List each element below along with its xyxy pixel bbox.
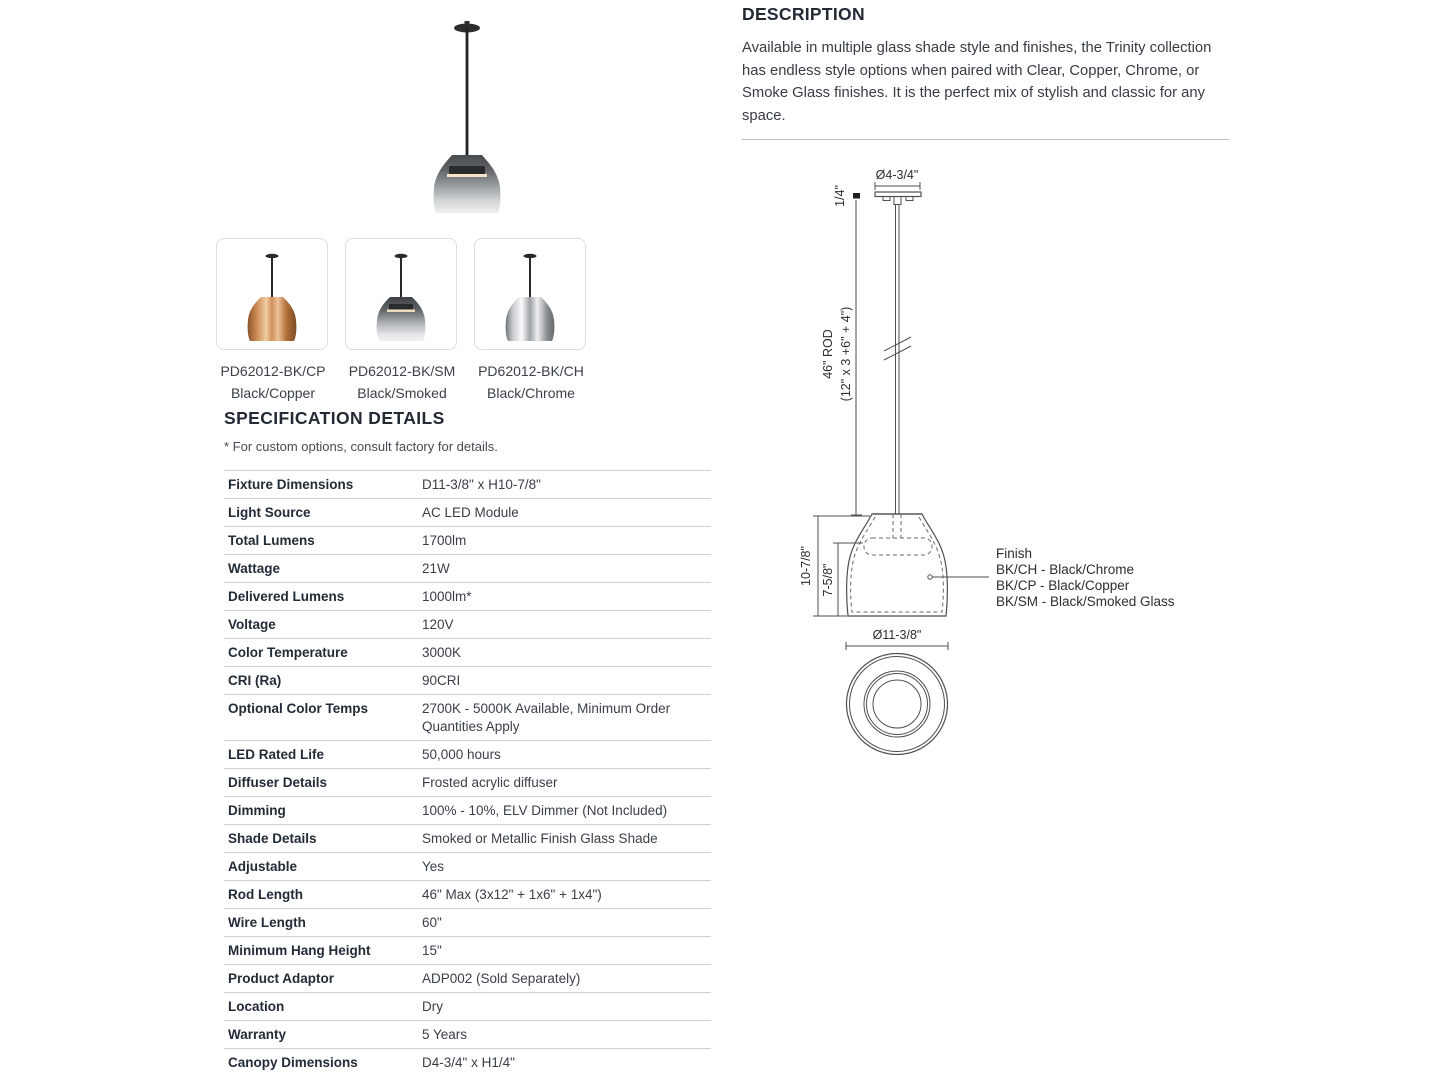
spec-value: D4-3/4" x H1/4" [418, 1049, 711, 1077]
spec-label: Light Source [224, 499, 418, 527]
spec-value: Smoked or Metallic Finish Glass Shade [418, 825, 711, 853]
shade-height-label: 10-7/8" [799, 546, 813, 586]
spec-label: Adjustable [224, 853, 418, 881]
canopy-diameter-label: Ø4-3/4" [875, 168, 919, 182]
spec-value: 100% - 10%, ELV Dimmer (Not Included) [418, 797, 711, 825]
spec-label: Delivered Lumens [224, 583, 418, 611]
description-title: DESCRIPTION [742, 4, 865, 24]
spec-value: 2700K - 5000K Available, Minimum Order Quantities Apply [418, 695, 711, 741]
shade-diameter-label: Ø11-3/8" [872, 628, 922, 642]
rod-length-sublabel: (12" x 3 +6" + 4") [839, 306, 853, 402]
rod-length-label: 46" ROD [821, 329, 835, 379]
table-row [224, 965, 711, 993]
variant-copper [216, 238, 330, 404]
technical-drawing [785, 163, 1235, 768]
pendant-chrome-illustration [485, 251, 575, 349]
table-row [224, 555, 711, 583]
spec-label: Dimming [224, 797, 418, 825]
table-row [224, 937, 711, 965]
spec-value: 120V [418, 611, 711, 639]
specification-note: * For custom options, consult factory for details. [224, 439, 498, 454]
variant-finish-label: Black/Chrome [487, 385, 575, 401]
table-row [224, 909, 711, 937]
variant-finish-label: Black/Copper [230, 385, 316, 401]
spec-label: Wire Length [224, 909, 418, 937]
table-row [224, 1049, 711, 1077]
spec-value: Frosted acrylic diffuser [418, 769, 711, 797]
spec-label: Minimum Hang Height [224, 937, 418, 965]
spec-label: Color Temperature [224, 639, 418, 667]
variant-thumbnails [216, 238, 588, 404]
finish-legend-title: Finish [996, 546, 1033, 561]
spec-label: Wattage [224, 555, 418, 583]
spec-label: Diffuser Details [224, 769, 418, 797]
variant-thumbnail-chrome[interactable] [474, 238, 586, 350]
spec-value: 3000K [418, 639, 711, 667]
description-section [742, 4, 1232, 127]
spec-label: Location [224, 993, 418, 1021]
spec-value: 60" [418, 909, 711, 937]
variant-model-label: PD62012-BK/SM [348, 363, 456, 379]
table-row [224, 853, 711, 881]
spec-label: Voltage [224, 611, 418, 639]
table-row [224, 881, 711, 909]
spec-value: 90CRI [418, 667, 711, 695]
spec-label: Product Adaptor [224, 965, 418, 993]
description-body: Available in multiple glass shade style and finishes, the Trinity collection has endless style options when paired with Clear, Copper, Chrome, or Smoke Glass finishes. It is the perfect mix of stylish and classic for any space. [742, 40, 1212, 124]
table-row [224, 471, 711, 499]
specification-title: SPECIFICATION DETAILS [224, 408, 445, 428]
variant-model-label: PD62012-BK/CP [220, 363, 326, 379]
table-row [224, 769, 711, 797]
table-row [224, 583, 711, 611]
pendant-copper-illustration [227, 251, 317, 349]
spec-value: ADP002 (Sold Separately) [418, 965, 711, 993]
variant-thumbnail-copper[interactable] [216, 238, 328, 350]
variant-chrome [474, 238, 588, 404]
spec-label: Rod Length [224, 881, 418, 909]
spec-label: CRI (Ra) [224, 667, 418, 695]
spec-value: 21W [418, 555, 711, 583]
variant-smoked [345, 238, 459, 404]
table-row [224, 499, 711, 527]
specification-table [224, 470, 711, 1076]
spec-value: 50,000 hours [418, 741, 711, 769]
table-row [224, 639, 711, 667]
finish-legend-option: BK/SM - Black/Smoked Glass [996, 594, 1175, 609]
spec-label: Canopy Dimensions [224, 1049, 418, 1077]
finish-legend-option: BK/CH - Black/Chrome [996, 562, 1135, 577]
spec-label: Total Lumens [224, 527, 418, 555]
table-row [224, 695, 711, 741]
table-row [224, 993, 711, 1021]
pendant-smoked-illustration [356, 251, 446, 349]
pendant-illustration [412, 16, 522, 216]
spec-label: Fixture Dimensions [224, 471, 418, 499]
table-row [224, 741, 711, 769]
spec-value: Yes [418, 853, 711, 881]
spec-label: Optional Color Temps [224, 695, 418, 741]
spec-value: D11-3/8" x H10-7/8" [418, 471, 711, 499]
spec-value: 1000lm* [418, 583, 711, 611]
table-row [224, 797, 711, 825]
canopy-height-label: 1/4" [833, 185, 847, 207]
spec-value: AC LED Module [418, 499, 711, 527]
spec-value: 1700lm [418, 527, 711, 555]
spec-value: 15" [418, 937, 711, 965]
variant-model-label: PD62012-BK/CH [478, 363, 584, 379]
spec-value: 46" Max (3x12" + 1x6" + 1x4") [418, 881, 711, 909]
table-row [224, 667, 711, 695]
finish-legend-option: BK/CP - Black/Copper [996, 578, 1130, 593]
table-row [224, 611, 711, 639]
table-row [224, 1021, 711, 1049]
glass-height-label: 7-5/8" [821, 563, 835, 597]
product-hero-image [412, 16, 522, 216]
variant-finish-label: Black/Smoked [357, 385, 447, 401]
spec-label: Warranty [224, 1021, 418, 1049]
specification-section [224, 408, 711, 1076]
spec-label: LED Rated Life [224, 741, 418, 769]
spec-value: Dry [418, 993, 711, 1021]
section-divider [742, 139, 1229, 140]
table-row [224, 825, 711, 853]
dimension-diagram [785, 163, 1235, 768]
table-row [224, 527, 711, 555]
spec-value: 5 Years [418, 1021, 711, 1049]
variant-thumbnail-smoked[interactable] [345, 238, 457, 350]
spec-label: Shade Details [224, 825, 418, 853]
